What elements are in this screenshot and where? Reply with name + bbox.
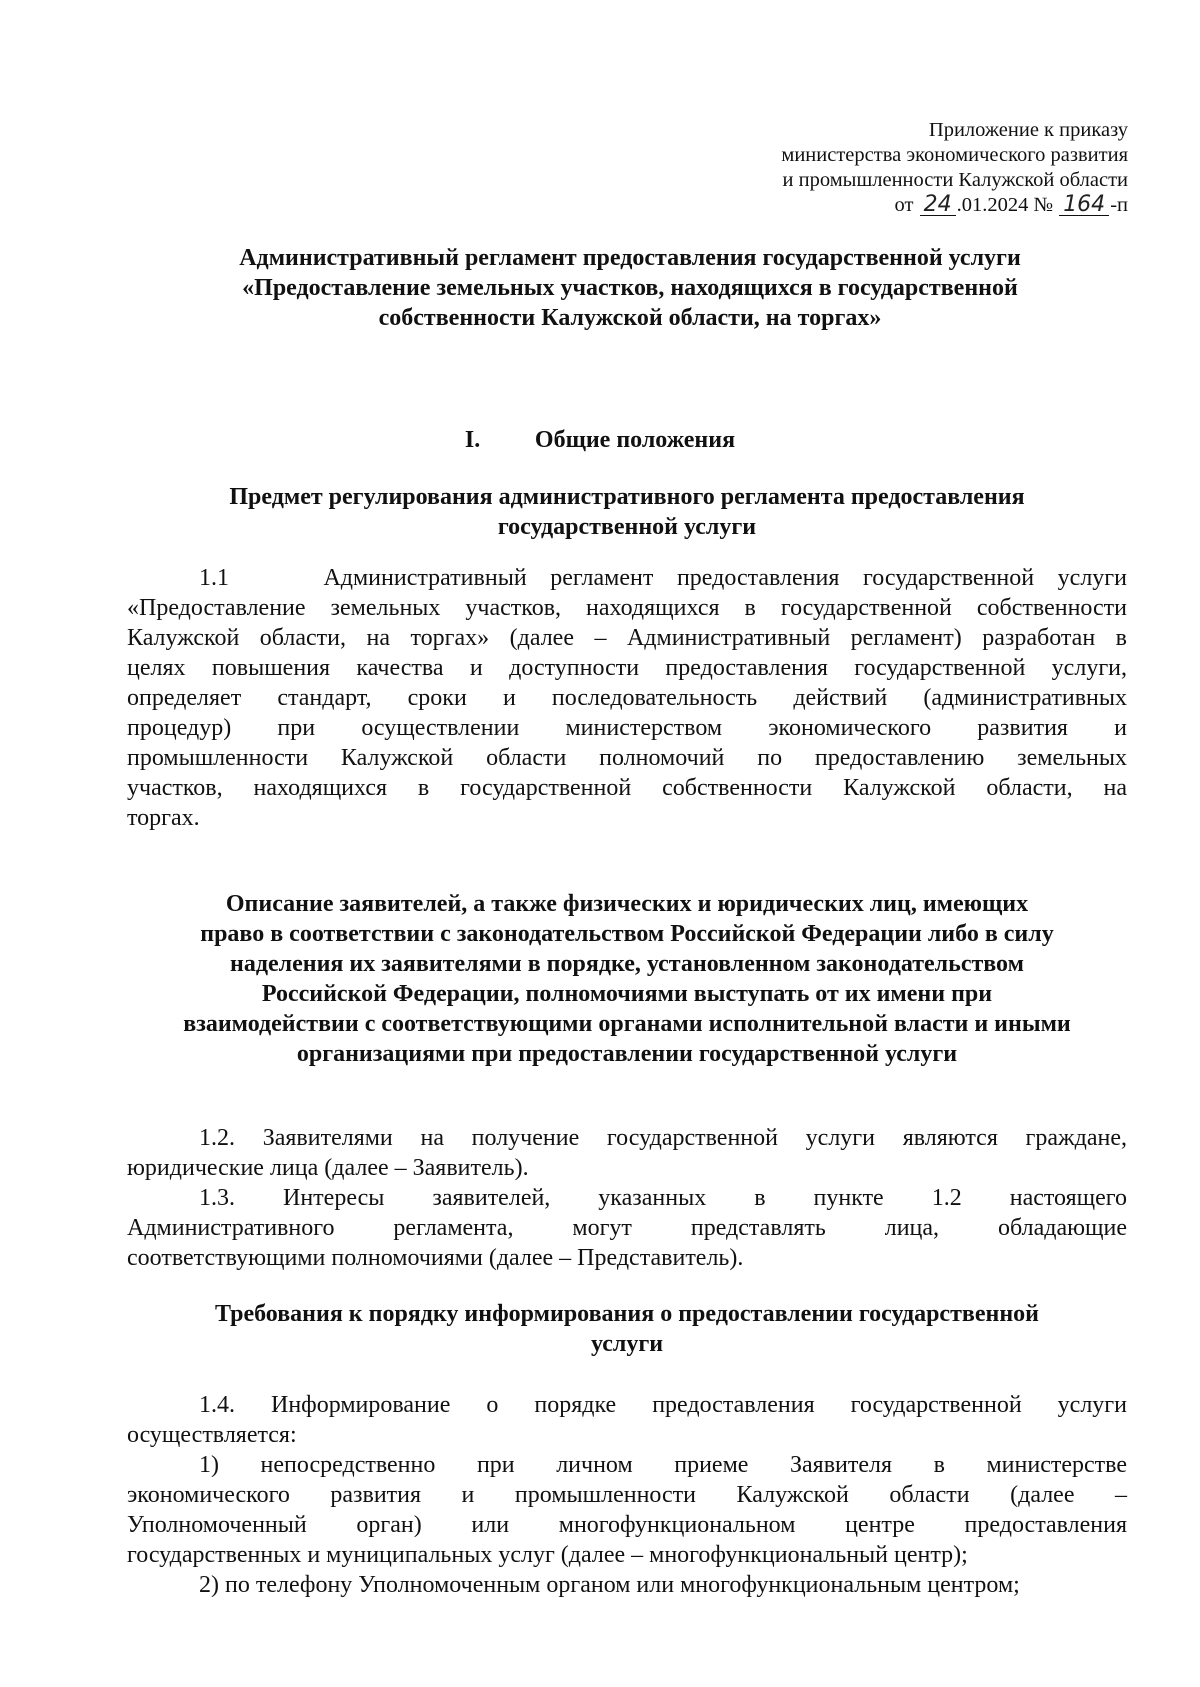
paragraph-1-4 xyxy=(127,1390,1127,1450)
p1-2-line-2: юридические лица (далее – Заявитель). xyxy=(127,1155,529,1181)
p1-4-line-2: осуществляется: xyxy=(127,1422,297,1448)
p1-1-line: участков, находящихся в государственной собственности Калужской области, на xyxy=(127,775,1127,801)
item1-line-3: Уполномоченный орган) или многофункциональном центре предоставления xyxy=(127,1512,1127,1538)
info-heading xyxy=(127,1299,1127,1359)
title-line-1: Административный регламент предоставления государственной услуги xyxy=(239,245,1021,271)
section-number: I. xyxy=(464,427,481,453)
date-rest: .01.2024 № xyxy=(956,194,1054,216)
applicants-heading xyxy=(127,889,1127,1069)
item1-line-4: государственных и муниципальных услуг (далее – многофункциональный центр); xyxy=(127,1542,968,1568)
applicants-heading-line: организациями при предоставлении государственной услуги xyxy=(296,1041,958,1067)
paragraph-1-2 xyxy=(127,1123,1127,1183)
appendix-line-3: и промышленности Калужской области xyxy=(782,169,1128,191)
applicants-heading-line: Российской Федерации, полномочиями выступать от их имени при xyxy=(261,981,993,1007)
applicants-heading-line: право в соответствии с законодательством Российской Федерации либо в силу xyxy=(200,921,1054,947)
item1-line-1: 1) непосредственно при личном приеме Заявителя в министерстве xyxy=(199,1452,1127,1478)
p1-3-line-1: 1.3. Интересы заявителей, указанных в пункте 1.2 настоящего xyxy=(199,1185,1127,1211)
document-title xyxy=(130,243,1130,333)
p1-1-line: целях повышения качества и доступности предоставления государственной услуги, xyxy=(127,655,1127,681)
p1-1-last-line: торгах. xyxy=(127,805,200,831)
p1-1-line: промышленности Калужской области полномочий по предоставлению земельных xyxy=(127,745,1127,771)
p1-4-line-1: 1.4. Информирование о порядке предоставления государственной услуги xyxy=(199,1392,1127,1418)
info-heading-line-1: Требования к порядку информирования о предоставлении государственной xyxy=(215,1301,1039,1327)
info-heading-line-2: услуги xyxy=(590,1331,664,1357)
appendix-date-line xyxy=(781,193,1128,218)
date-prefix: от xyxy=(894,194,914,216)
p1-3-line-3: соответствующими полномочиями (далее – Представитель). xyxy=(127,1245,744,1271)
applicants-heading-line: взаимодействии с соответствующими органами исполнительной власти и иными xyxy=(183,1011,1071,1037)
section-title: Общие положения xyxy=(534,427,736,453)
p1-1-line: 1.1 Административный регламент предоставления государственной услуги xyxy=(199,565,1127,591)
p1-1-line: Калужской области, на торгах» (далее – Административный регламент) разработан в xyxy=(127,625,1127,651)
subject-heading-line-2: государственной услуги xyxy=(497,514,757,540)
title-line-3: собственности Калужской области, на торгах» xyxy=(378,305,882,331)
handwritten-order-number: 164 xyxy=(1059,195,1109,216)
list-item-1 xyxy=(127,1450,1127,1570)
subject-heading xyxy=(127,482,1127,542)
item1-line-2: экономического развития и промышленности Калужской области (далее – xyxy=(127,1482,1127,1508)
p1-2-line-1: 1.2. Заявителями на получение государственной услуги являются граждане, xyxy=(199,1125,1127,1151)
applicants-heading-line: Описание заявителей, а также физических и юридических лиц, имеющих xyxy=(225,891,1029,917)
p1-1-line: «Предоставление земельных участков, находящихся в государственной собственности xyxy=(127,595,1127,621)
title-line-2: «Предоставление земельных участков, находящихся в государственной xyxy=(242,275,1018,301)
applicants-heading-line: наделения их заявителями в порядке, установленном законодательством xyxy=(230,951,1024,977)
appendix-block xyxy=(781,118,1128,218)
handwritten-day: 24 xyxy=(920,195,956,216)
paragraph-1-1 xyxy=(127,563,1127,833)
appendix-line-1: Приложение к приказу xyxy=(928,119,1128,141)
order-suffix: -п xyxy=(1110,194,1128,216)
appendix-line-2: министерства экономического развития xyxy=(781,144,1128,166)
p1-3-line-2: Административного регламента, могут представлять лица, обладающие xyxy=(127,1215,1127,1241)
list-item-2 xyxy=(127,1570,1127,1600)
p1-1-line: процедур) при осуществлении министерством экономического развития и xyxy=(127,715,1127,741)
item2-line-1: 2) по телефону Уполномоченным органом или многофункциональным центром; xyxy=(199,1572,1020,1598)
section-heading xyxy=(0,425,1200,455)
p1-1-line: определяет стандарт, сроки и последовательность действий (административных xyxy=(127,685,1127,711)
paragraph-1-3 xyxy=(127,1183,1127,1273)
subject-heading-line-1: Предмет регулирования административного регламента предоставления xyxy=(229,484,1025,510)
